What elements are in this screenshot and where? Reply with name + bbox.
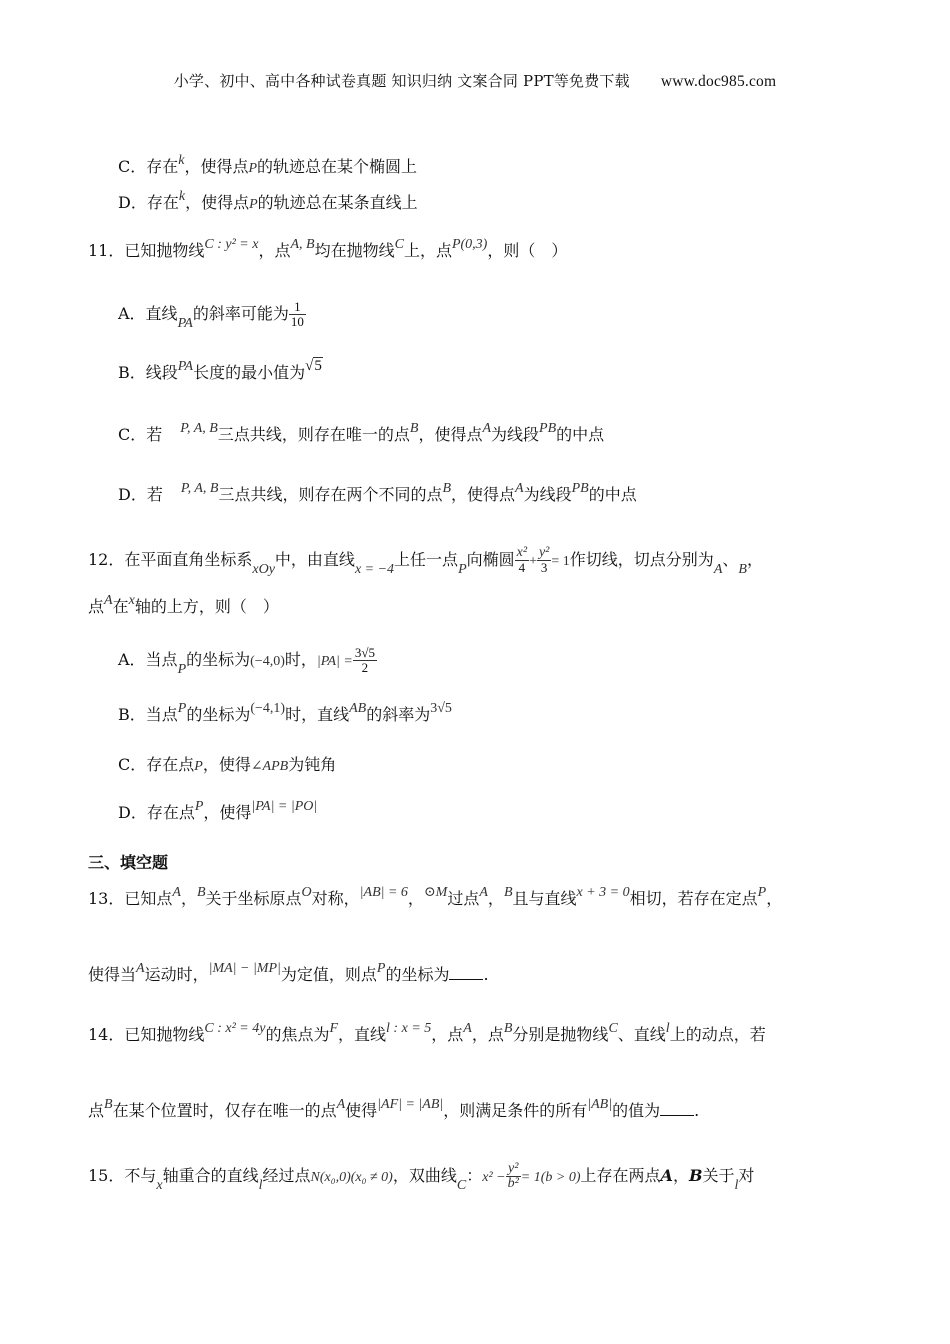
text-span: 在某个位置时，仅存在唯一的点 bbox=[112, 1101, 337, 1120]
text-span: B bbox=[688, 1166, 703, 1185]
text-span: A bbox=[660, 1166, 673, 1185]
text-span: 且与直线 bbox=[512, 889, 577, 908]
text-span: = 1 bbox=[551, 554, 570, 569]
text-span: 5 bbox=[314, 358, 322, 374]
text-span: x = −4 bbox=[354, 562, 395, 577]
text-span: 为钝角 bbox=[288, 755, 337, 774]
text-span: F bbox=[329, 1021, 339, 1036]
answer-blank[interactable] bbox=[660, 1101, 694, 1116]
text-span: C bbox=[456, 1178, 467, 1193]
text-span: 2 bbox=[361, 660, 369, 675]
text-span: ∠APB bbox=[250, 759, 289, 774]
text-span: 使得当 bbox=[88, 965, 137, 984]
text-span: ，点 bbox=[471, 1025, 504, 1044]
text-span: 相切，若存在定点 bbox=[629, 889, 758, 908]
text-span: A, B bbox=[290, 237, 315, 252]
text-span: 时， bbox=[284, 650, 317, 669]
text-span: ： bbox=[466, 1166, 483, 1185]
header-text: 小学、初中、高中各种试卷真题 知识归纳 文案合同 PPT等免费下载 bbox=[173, 72, 630, 90]
text-span: 为线段 bbox=[523, 485, 572, 504]
q14-line1 bbox=[88, 1021, 890, 1048]
text-span: 12．在平面直角坐标系 bbox=[88, 550, 253, 569]
text-span: 、直线 bbox=[617, 1025, 666, 1044]
text-span: 对称， bbox=[311, 889, 360, 908]
text-span: l bbox=[258, 1178, 263, 1193]
text-span: (−4,1) bbox=[250, 701, 286, 716]
text-span: C．存在 bbox=[118, 157, 179, 176]
text-span: √ bbox=[305, 358, 314, 374]
text-span: C : x² = 4y bbox=[204, 1021, 266, 1036]
text-span: y² bbox=[506, 1162, 521, 1177]
text-span: . bbox=[694, 1101, 700, 1120]
text-span: P bbox=[757, 885, 767, 900]
text-span: b² bbox=[507, 1176, 519, 1191]
text-span: 的坐标为 bbox=[186, 705, 251, 724]
text-span: P bbox=[458, 562, 467, 577]
text-span: P bbox=[177, 662, 187, 677]
text-span: 点 bbox=[88, 597, 105, 616]
text-span: |AB| bbox=[587, 1097, 613, 1112]
text-span: |AB| = 6 bbox=[359, 885, 408, 900]
text-span: 过点 bbox=[447, 889, 480, 908]
text-span: 的坐标为 bbox=[385, 965, 450, 984]
text-span: B．线段 bbox=[118, 363, 178, 382]
text-span: 长度的最小值为 bbox=[193, 363, 306, 382]
text-span: 关于 bbox=[702, 1166, 735, 1185]
text-span: 对 bbox=[738, 1166, 755, 1185]
text-span: 为线段 bbox=[491, 425, 540, 444]
text-span: P bbox=[376, 961, 386, 976]
q12-stem bbox=[88, 546, 890, 575]
ellipse-frac-y bbox=[537, 546, 551, 575]
text-span: B bbox=[738, 562, 747, 577]
text-span: |PA| = bbox=[316, 654, 353, 669]
text-span: PB bbox=[539, 421, 557, 436]
text-span: l bbox=[734, 1178, 739, 1193]
text-span: |PA| = |PO| bbox=[251, 799, 318, 814]
text-span: 均在抛物线 bbox=[314, 241, 395, 260]
text-span: 关于坐标原点 bbox=[205, 889, 302, 908]
text-span: ，则满足条件的所有 bbox=[443, 1101, 588, 1120]
answer-blank[interactable] bbox=[449, 965, 483, 980]
text-span: 上任一点 bbox=[394, 550, 459, 569]
text-span: + bbox=[529, 554, 537, 569]
text-span: 的值为 bbox=[612, 1101, 661, 1120]
text-span: B bbox=[409, 421, 419, 436]
text-span: AB bbox=[349, 701, 367, 716]
text-span: ，使得点 bbox=[185, 193, 250, 212]
q15-line1 bbox=[88, 1162, 890, 1191]
q11-option-c bbox=[118, 421, 890, 448]
text-span: x bbox=[156, 1178, 163, 1193]
q13-line2 bbox=[88, 961, 890, 988]
text-span: B bbox=[503, 885, 513, 900]
q12-option-d bbox=[118, 799, 890, 826]
section-title: 三、填空题 bbox=[88, 853, 169, 872]
text-span: ，则（ ） bbox=[487, 241, 568, 260]
text-span: 三点共线，则存在唯一的点 bbox=[217, 425, 410, 444]
text-span: D．若 bbox=[118, 485, 163, 504]
fraction bbox=[353, 646, 377, 675]
text-span: A．当点 bbox=[118, 650, 178, 669]
text-span: PB bbox=[571, 481, 589, 496]
fraction bbox=[289, 300, 306, 329]
text-span: = 1(b > 0) bbox=[520, 1170, 581, 1185]
text-span: C bbox=[608, 1021, 618, 1036]
text-span: ，使得点 bbox=[451, 485, 516, 504]
q14-line2 bbox=[88, 1097, 890, 1124]
text-span: PA bbox=[177, 359, 194, 374]
text-span: P bbox=[248, 161, 258, 176]
text-span: 的轨迹总在某个椭圆上 bbox=[257, 157, 418, 176]
text-span: A bbox=[104, 593, 113, 608]
text-span: A bbox=[713, 562, 723, 577]
text-span: k bbox=[178, 189, 186, 204]
text-span: ， bbox=[487, 889, 504, 908]
ellipse-frac-x bbox=[515, 546, 529, 575]
text-span: 轴的上方，则（ ） bbox=[134, 597, 279, 616]
text-span: 在 bbox=[112, 597, 129, 616]
text-span: 点 bbox=[88, 1101, 105, 1120]
text-span: C．存在点 bbox=[118, 755, 195, 774]
text-span: 3√5 bbox=[430, 701, 452, 716]
q10-option-d bbox=[118, 189, 890, 216]
text-span: 的中点 bbox=[556, 425, 605, 444]
text-span: 经过点 bbox=[262, 1166, 311, 1185]
text-span: P, A, B bbox=[180, 421, 218, 436]
text-span: C bbox=[394, 237, 404, 252]
text-span: ， bbox=[407, 889, 424, 908]
text-span: 4 bbox=[518, 560, 526, 575]
text-span: P bbox=[194, 799, 204, 814]
q12-option-c bbox=[118, 754, 890, 778]
text-span: B bbox=[104, 1097, 113, 1112]
text-span: |AF| = |AB| bbox=[377, 1097, 444, 1112]
text-span: 为定值，则点 bbox=[280, 965, 377, 984]
text-span: 、 bbox=[722, 550, 739, 569]
text-span: x + 3 = 0 bbox=[576, 885, 630, 900]
text-span: ，点 bbox=[431, 1025, 464, 1044]
text-span: B．当点 bbox=[118, 705, 178, 724]
text-span: 运动时， bbox=[144, 965, 209, 984]
text-span: 上存在两点 bbox=[580, 1166, 661, 1185]
q11-stem bbox=[88, 237, 890, 264]
text-span: l bbox=[665, 1021, 670, 1036]
text-span: 轴重合的直线 bbox=[162, 1166, 259, 1185]
text-span: x² bbox=[516, 545, 528, 560]
text-span: B bbox=[503, 1021, 513, 1036]
text-span: D．存在点 bbox=[118, 803, 195, 822]
text-span: ， bbox=[672, 1166, 689, 1185]
text-span: 的坐标为 bbox=[186, 650, 251, 669]
q11-option-b bbox=[118, 358, 890, 386]
q12-option-a bbox=[118, 646, 890, 675]
text-span: PA bbox=[177, 316, 193, 331]
text-span: ， bbox=[766, 889, 783, 908]
text-span: |MA| − |MP| bbox=[208, 961, 281, 976]
text-span: A bbox=[136, 961, 145, 976]
text-span: O bbox=[301, 885, 312, 900]
text-span: 上的动点，若 bbox=[669, 1025, 766, 1044]
text-span: A．直线 bbox=[118, 304, 178, 323]
text-span: 作切线，切点分别为 bbox=[569, 550, 714, 569]
text-span: B bbox=[442, 481, 452, 496]
text-span: ，使得点 bbox=[418, 425, 483, 444]
text-span: C．若 bbox=[118, 425, 163, 444]
text-span: 1 bbox=[289, 300, 306, 315]
text-span: xOy bbox=[252, 562, 275, 577]
q12-stem-line2 bbox=[88, 593, 890, 620]
text-span: A bbox=[515, 481, 524, 496]
text-span: 中，由直线 bbox=[274, 550, 355, 569]
text-span: B bbox=[196, 885, 206, 900]
text-span: 的焦点为 bbox=[265, 1025, 330, 1044]
text-span: 14．已知抛物线 bbox=[88, 1025, 205, 1044]
text-span: 上，点 bbox=[403, 241, 452, 260]
text-span: C : y² = x bbox=[204, 237, 259, 252]
text-span: ，直线 bbox=[338, 1025, 387, 1044]
q11-option-d bbox=[118, 481, 890, 508]
text-span: A bbox=[463, 1021, 472, 1036]
text-span: ，点 bbox=[258, 241, 291, 260]
q11-option-a bbox=[118, 300, 890, 329]
text-span: ⊙M bbox=[423, 885, 448, 900]
sqrt-expression bbox=[305, 358, 323, 374]
q12-option-b bbox=[118, 701, 890, 728]
q10-option-c bbox=[118, 153, 890, 180]
text-span: 向椭圆 bbox=[466, 550, 515, 569]
text-span: y² bbox=[538, 545, 550, 560]
text-span: k bbox=[178, 153, 185, 168]
text-span: N(x₀,0)(x₀ ≠ 0) bbox=[310, 1170, 393, 1185]
text-span: 使得 bbox=[345, 1101, 378, 1120]
text-span: ，使得点 bbox=[184, 157, 249, 176]
text-span: x² − bbox=[482, 1170, 506, 1185]
header-site-link[interactable]: www.doc985.com bbox=[660, 73, 777, 90]
text-span: x bbox=[128, 593, 135, 608]
text-span: ， bbox=[746, 550, 763, 569]
text-span: 10 bbox=[290, 314, 304, 329]
text-span: l : x = 5 bbox=[386, 1021, 432, 1036]
text-span: A bbox=[172, 885, 181, 900]
text-span: ，使得 bbox=[202, 755, 251, 774]
text-span: (−4,0) bbox=[250, 654, 285, 669]
text-span: 时，直线 bbox=[285, 705, 350, 724]
text-span: 的斜率为 bbox=[366, 705, 431, 724]
text-span: 3√5 bbox=[354, 645, 375, 660]
text-span: 三点共线，则存在两个不同的点 bbox=[218, 485, 443, 504]
text-span: . bbox=[483, 965, 489, 984]
text-span: 13．已知点 bbox=[88, 889, 173, 908]
text-span: 的轨迹总在某条直线上 bbox=[257, 193, 418, 212]
text-span: P, A, B bbox=[180, 481, 219, 496]
text-span: ，使得 bbox=[203, 803, 252, 822]
text-span: 的斜率可能为 bbox=[192, 304, 289, 323]
text-span: ，双曲线 bbox=[392, 1166, 457, 1185]
text-span: ， bbox=[180, 889, 197, 908]
hyperbola-frac bbox=[506, 1162, 521, 1191]
text-span: 分别是抛物线 bbox=[512, 1025, 609, 1044]
text-span: A bbox=[482, 421, 492, 436]
text-span: A bbox=[336, 1097, 346, 1112]
page-header bbox=[0, 70, 950, 91]
text-span: P(0,3) bbox=[451, 237, 488, 252]
text-span: P bbox=[177, 701, 187, 716]
text-span: 15．不与 bbox=[88, 1166, 157, 1185]
text-span: 的中点 bbox=[588, 485, 637, 504]
text-span: 11．已知抛物线 bbox=[88, 241, 205, 260]
text-span: A bbox=[479, 885, 488, 900]
text-span: P bbox=[194, 759, 203, 774]
text-span: D．存在 bbox=[118, 193, 179, 212]
text-span: P bbox=[249, 197, 258, 212]
text-span: 3 bbox=[540, 560, 548, 575]
q13-line1 bbox=[88, 885, 890, 912]
